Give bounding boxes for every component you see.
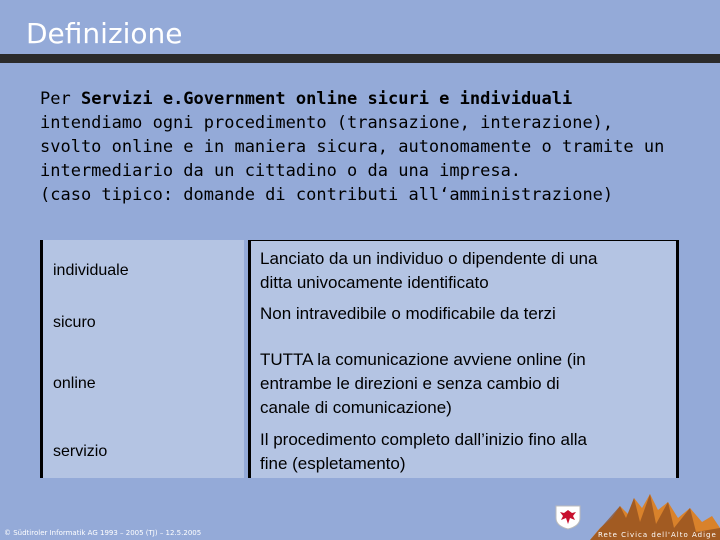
term-sicuro: sicuro bbox=[53, 314, 96, 331]
definition-line: Lanciato da un individuo o dipendente di una bbox=[260, 249, 598, 268]
definition-individuale bbox=[260, 247, 665, 295]
definition-line: entrambe le direzioni e senza cambio di bbox=[260, 374, 560, 393]
intro-bold: Servizi e.Government online sicuri e individuali bbox=[80, 89, 573, 109]
term-individuale: individuale bbox=[53, 262, 129, 279]
definitions-column bbox=[248, 240, 679, 478]
definition-sicuro bbox=[260, 302, 665, 326]
definition-line: fine (espletamento) bbox=[260, 454, 406, 473]
title-divider bbox=[0, 54, 720, 63]
intro-line-3: intermediario da un cittadino o da una impresa. bbox=[40, 161, 522, 181]
definition-line: TUTTA la comunicazione avviene online (in bbox=[260, 350, 586, 369]
terms-column bbox=[40, 240, 244, 478]
intro-line-2: svolto online e in maniera sicura, autonomamente o tramite un bbox=[40, 137, 665, 157]
definition-servizio bbox=[260, 428, 665, 476]
definition-line: canale di comunicazione) bbox=[260, 398, 452, 417]
intro-line-1: intendiamo ogni procedimento (transazione, interazione), bbox=[40, 113, 614, 133]
intro-prefix: Per bbox=[40, 89, 81, 109]
intro-line-4: (caso tipico: domande di contributi all‘amministrazione) bbox=[40, 185, 614, 205]
footer-brand: Rete Civica dell'Alto Adige bbox=[598, 531, 717, 539]
definition-line: Il procedimento completo dall’inizio fino alla bbox=[260, 430, 587, 449]
definition-online bbox=[260, 348, 665, 420]
term-servizio: servizio bbox=[53, 443, 108, 460]
term-online: online bbox=[53, 375, 96, 392]
definition-table bbox=[40, 240, 679, 478]
definition-line: Non intravedibile o modificabile da terzi bbox=[260, 304, 556, 323]
slide-title: Definizione bbox=[26, 17, 183, 50]
tyrolean-eagle-icon bbox=[554, 504, 582, 530]
footer-copyright: © Südtiroler Informatik AG 1993 – 2005 (TJ) – 12.5.2005 bbox=[4, 529, 202, 537]
intro-paragraph bbox=[40, 87, 700, 207]
definition-line: ditta univocamente identificato bbox=[260, 273, 489, 292]
